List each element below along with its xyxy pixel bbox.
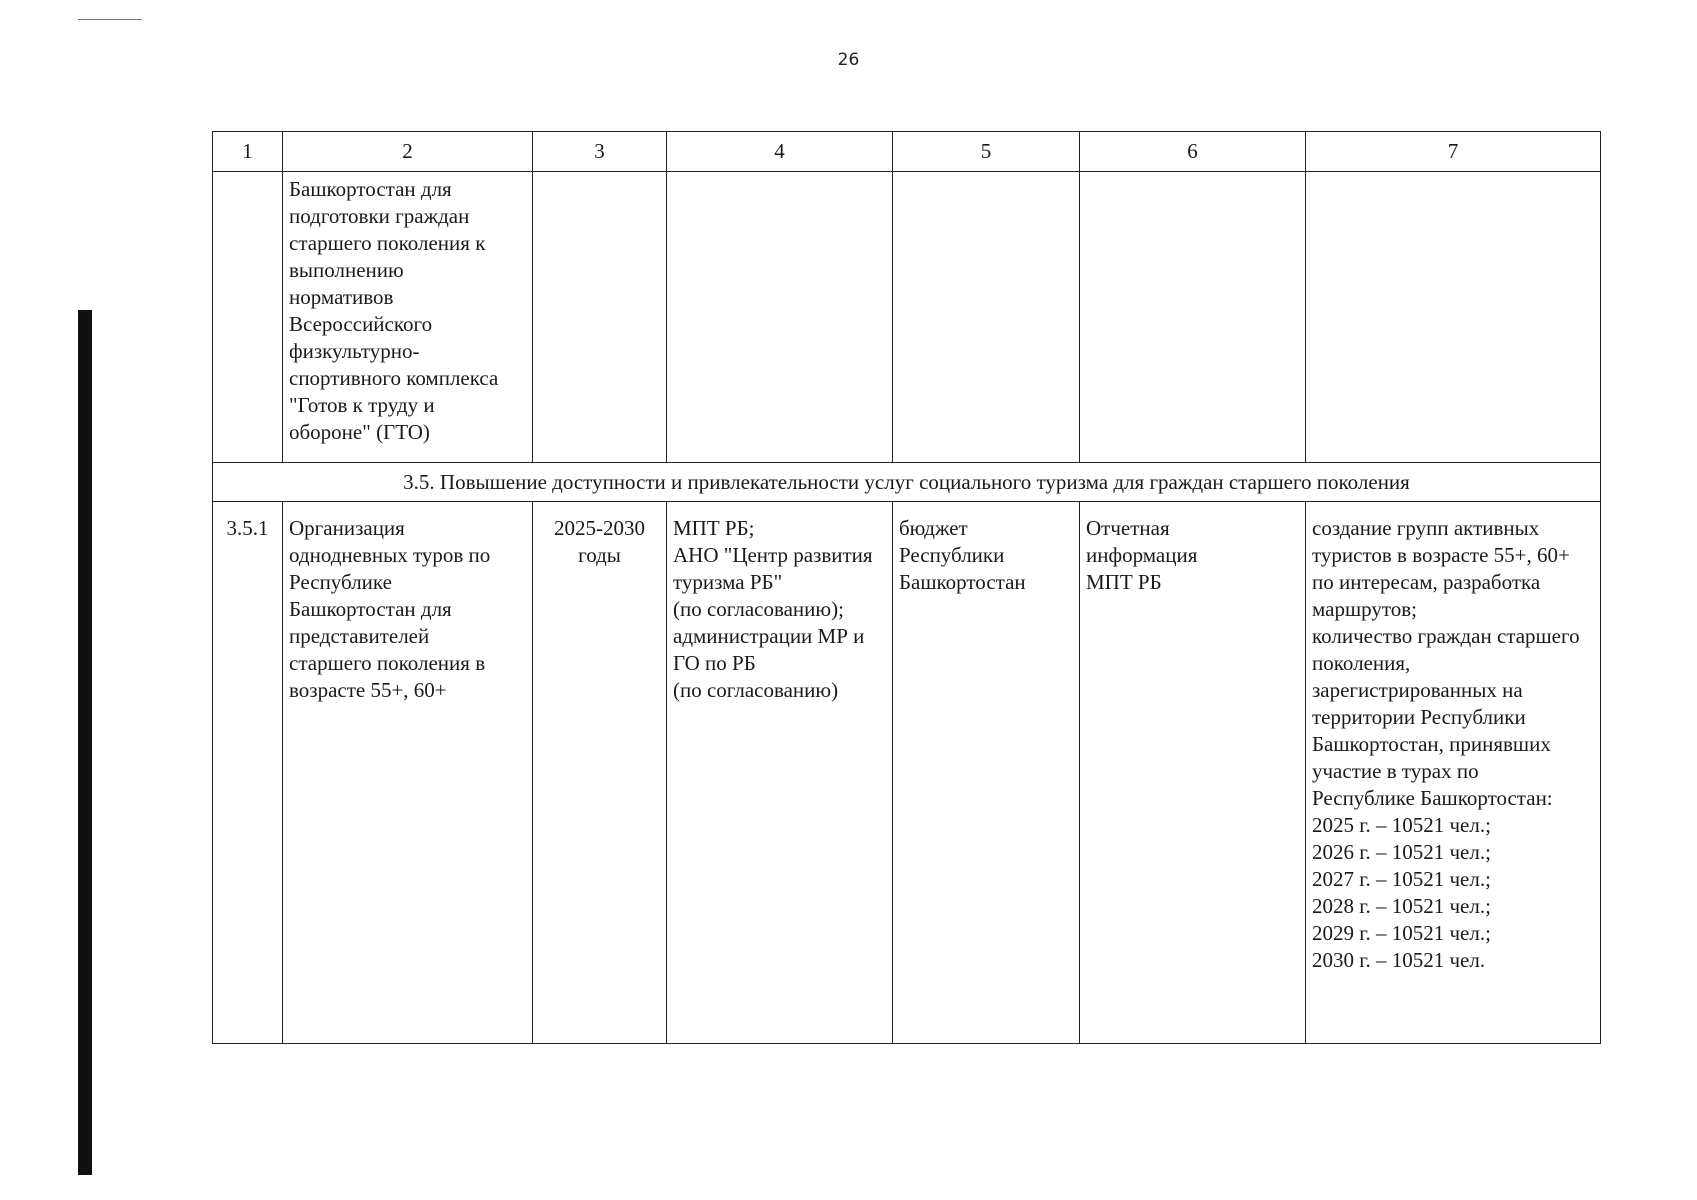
- continuation-row: [213, 172, 1601, 463]
- row-number: 3.5.1: [213, 502, 283, 1044]
- text-line: Отчетная: [1086, 516, 1170, 540]
- text-line: старшего поколения в: [289, 651, 486, 675]
- text-line: физкультурно-: [289, 339, 420, 363]
- text-line: маршрутов;: [1312, 597, 1418, 621]
- text-line: Всероссийского: [289, 312, 433, 336]
- text-line: ГО по РБ: [673, 651, 756, 675]
- header-cell-2: 2: [283, 132, 533, 172]
- program-table: [212, 131, 1601, 1044]
- page-number: 26: [837, 50, 860, 70]
- text-line: Республике: [289, 570, 392, 594]
- text-line: туристов в возрасте 55+, 60+: [1312, 543, 1570, 567]
- text-line: Башкортостан, принявших: [1312, 732, 1551, 756]
- header-cell-5: 5: [893, 132, 1080, 172]
- text-line: Башкортостан: [899, 570, 1026, 594]
- text-line: Республики: [899, 543, 1005, 567]
- text-line: 2029 г. – 10521 чел.;: [1312, 921, 1491, 945]
- continuation-cell-event: [283, 172, 533, 463]
- text-line: возрасте 55+, 60+: [289, 678, 447, 702]
- event-executors: [667, 502, 893, 1044]
- event-period: [533, 502, 667, 1044]
- event-funding: [893, 502, 1080, 1044]
- text-line: (по согласованию);: [673, 597, 844, 621]
- text-line: территории Республики: [1312, 705, 1526, 729]
- text-line: подготовки граждан: [289, 204, 470, 228]
- continuation-cell-period: [533, 172, 667, 463]
- header-cell-1: 1: [213, 132, 283, 172]
- section-title: 3.5. Повышение доступности и привлекательности услуг социального туризма для граждан старшего поколения: [213, 463, 1601, 502]
- text-line: однодневных туров по: [289, 543, 491, 567]
- continuation-cell-report: [1080, 172, 1306, 463]
- text-line: Республике Башкортостан:: [1312, 786, 1553, 810]
- continuation-cell-result: [1306, 172, 1601, 463]
- text-line: зарегистрированных на: [1312, 678, 1523, 702]
- text-line: Организация: [289, 516, 405, 540]
- text-line: годы: [578, 543, 621, 567]
- text-line: информация: [1086, 543, 1198, 567]
- text-line: туризма РБ": [673, 570, 783, 594]
- continuation-cell-funding: [893, 172, 1080, 463]
- text-line: по интересам, разработка: [1312, 570, 1541, 594]
- text-line: выполнению: [289, 258, 404, 282]
- text-line: 2025-2030: [554, 516, 645, 540]
- text-line: 2025 г. – 10521 чел.;: [1312, 813, 1491, 837]
- text-line: создание групп активных: [1312, 516, 1540, 540]
- continuation-cell-executors: [667, 172, 893, 463]
- text-line: администрации МР и: [673, 624, 865, 648]
- header-cell-4: 4: [667, 132, 893, 172]
- text-line: количество граждан старшего: [1312, 624, 1580, 648]
- event-description: [283, 502, 533, 1044]
- scan-edge-shadow: [78, 310, 92, 1175]
- text-line: МПТ РБ;: [673, 516, 755, 540]
- text-line: обороне" (ГТО): [289, 420, 430, 444]
- text-line: 2027 г. – 10521 чел.;: [1312, 867, 1491, 891]
- text-line: спортивного комплекса: [289, 366, 499, 390]
- header-row: [213, 132, 1601, 172]
- text-line: АНО "Центр развития: [673, 543, 873, 567]
- text-line: 2026 г. – 10521 чел.;: [1312, 840, 1491, 864]
- section-row: [213, 463, 1601, 502]
- text-line: (по согласованию): [673, 678, 839, 702]
- text-line: бюджет: [899, 516, 968, 540]
- text-line: МПТ РБ: [1086, 570, 1162, 594]
- header-cell-3: 3: [533, 132, 667, 172]
- text-line: поколения,: [1312, 651, 1411, 675]
- continuation-cell-number: [213, 172, 283, 463]
- event-report: [1080, 502, 1306, 1044]
- text-line: Башкортостан для: [289, 597, 452, 621]
- text-line: "Готов к труду и: [289, 393, 435, 417]
- text-line: 2030 г. – 10521 чел.: [1312, 948, 1486, 972]
- text-line: старшего поколения к: [289, 231, 486, 255]
- text-line: Башкортостан для: [289, 177, 452, 201]
- text-line: представителей: [289, 624, 430, 648]
- scan-edge-rule: [78, 19, 142, 20]
- table-row-3-5-1: [213, 502, 1601, 1044]
- header-cell-6: 6: [1080, 132, 1306, 172]
- event-result: [1306, 502, 1601, 1044]
- text-line: нормативов: [289, 285, 394, 309]
- header-cell-7: 7: [1306, 132, 1601, 172]
- text-line: участие в турах по: [1312, 759, 1479, 783]
- text-line: 2028 г. – 10521 чел.;: [1312, 894, 1491, 918]
